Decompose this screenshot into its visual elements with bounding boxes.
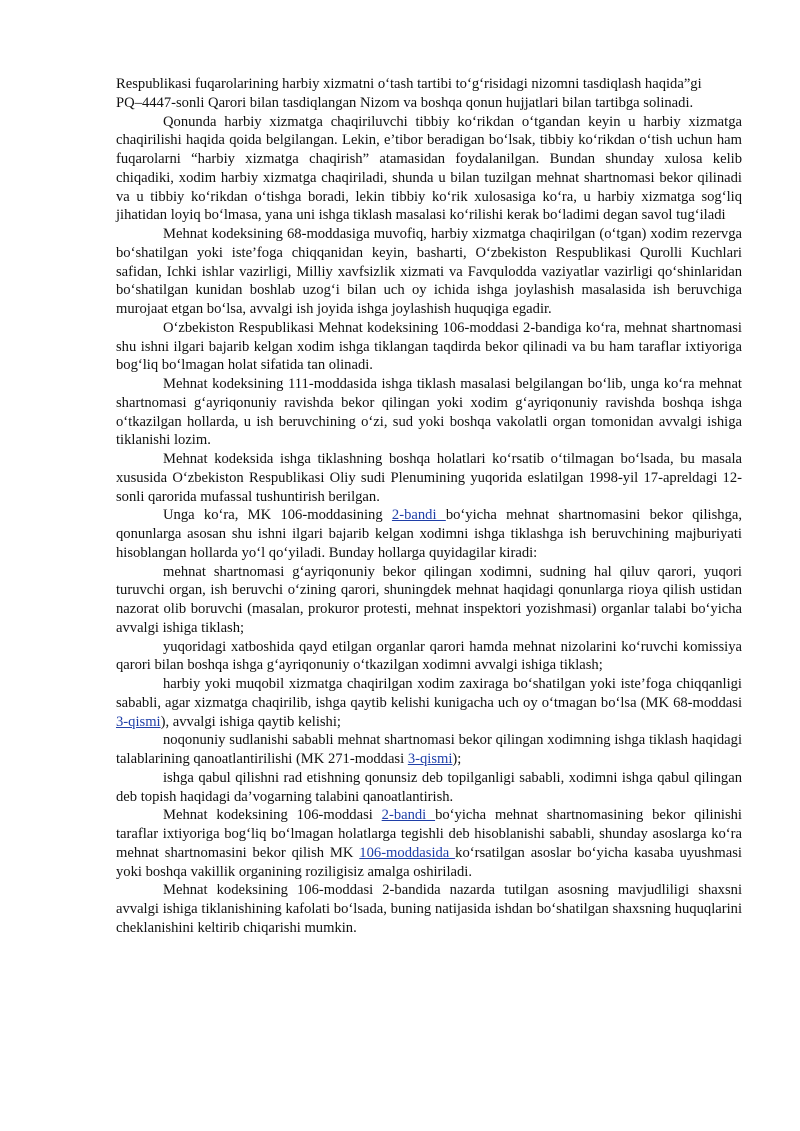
link-2-bandi[interactable]: 2-bandi [381,807,436,824]
text-segment: bo‘yicha mehnat shartnomasini bekor qilishga, qonunlarga asosan shu ishni ilgari bajarib kelgan xodimni ishga tiklashga ish beruvchining majburiyati hisoblangan hollarda yo‘l qo‘yiladi. Bunday hollarga quyidagilar kiradi: [116,507,742,561]
link-2-bandi[interactable]: 2-bandi [391,507,446,524]
link-3-qismi[interactable]: 3-qismi [407,751,453,767]
text-segment: Mehnat kodeksining 106-moddasi 2-bandida nazarda tutilgan asosning mavjudliligi shaxsni avvalgi ishiga tiklanishining kafolati bo‘lsada, buning natijasida ishdan bo‘shatilgan shaxsning huquqlarini cheklanishini keltirib chiqarishi mumkin. [116,882,742,936]
text-segment: Mehnat kodeksida ishga tiklashning boshqa holatlari ko‘rsatib o‘tilmagan bo‘lsada, bu masala xususida O‘zbekiston Respublikasi Oliy sudi Plenumining yuqorida eslatilgan 1998-yil 17-apreldagi 12-sonli qarorida mufassal tushuntirish berilgan. [116,451,742,505]
paragraph-10 [116,638,742,676]
text-segment: PQ–4447-sonli Qarori bilan tasdiqlangan Nizom va boshqa qonun hujjatlari bilan tartibga solinadi. [116,94,694,111]
paragraph-12 [116,731,742,769]
text-segment: O‘zbekiston Respublikasi Mehnat kodeksining 106-moddasi 2-bandiga ko‘ra, mehnat shartnomasi shu ishni ilgari bajarib kelgan xodim ishga tiklangan taqdirda bekor qilinadi va bu ham taraflar ixtiyoriga bog‘liq bo‘lmagan holat sifatida tan olinadi. [116,319,742,374]
text-segment: bo‘yicha mehnat shartnomasining bekor qilinishi taraflar ixtiyoriga bog‘liq bo‘lmagan holatlarga tegishli deb hisoblanishi sababli, shunday asoslarga ko‘ra mehnat shartnomasini bekor qilish MK [116,807,742,861]
paragraph-14 [116,806,742,881]
text-segment: ko‘rsatilgan asoslar bo‘yicha kasaba uyushmasi yoki boshqa vakillik organining roziligisiz amalga oshiriladi. [116,844,742,880]
paragraph-5 [116,319,742,375]
text-segment: harbiy yoki muqobil xizmatga chaqirilgan xodim zaxiraga bo‘shatilgan yoki iste’foga chiqqanligi sababli, agar xizmatga chaqirilib, ishga qaytib kelishi kunigacha uch oy o‘tmagan bo‘lsa (MK 68-moddasi [116,676,742,711]
text-segment: Unga ko‘ra, MK 106-moddasining [163,507,392,524]
document-page [116,75,742,938]
link-106-moddasida[interactable]: 106-moddasida [359,844,456,861]
text-segment: noqonuniy sudlanishi sababli mehnat shartnomasi bekor qilingan xodimning ishga tiklash haqidagi talablarining qanoatlantirilishi (MK 271-moddasi [116,732,742,767]
paragraph-7 [116,450,742,506]
text-segment: ishga qabul qilishni rad etishning qonunsiz deb topilganligi sababli, xodimni ishga qabul qilingan deb topish haqidagi da’vogarning talabini qanoatlantirish. [116,769,742,805]
paragraph-11 [116,675,742,731]
paragraph-1 [116,75,742,94]
text-segment: Mehnat kodeksining 68-moddasiga muvofiq, harbiy xizmatga chaqirilgan (o‘tgan) xodim rezervga bo‘shatilgan yoki iste’foga chiqqanidan keyin, basharti, O‘zbekiston Respublikasi Qurolli Kuchlari safidan, Ichki ishlar vazirligi, Milliy xavfsizlik xizmati va Favqulodda vaziyatlar vazirligi qo‘shinlaridan bo‘shatilgan kunidan boshlab uzog‘i bilan uch oy ichida ishga joylashish masalasida ish beruvchiga murojaat etgan bo‘lsa, avvalgi ish joyida ishga joylashish huquqiga egadir. [116,226,742,317]
paragraph-4 [116,225,742,319]
text-segment: yuqoridagi xatboshida qayd etilgan organlar qarori hamda mehnat nizolarini ko‘ruvchi komissiya qarori bilan boshqa ishga g‘ayriqonuniy o‘tkazilgan xodimni avvalgi ishiga tiklash; [116,638,742,674]
paragraph-9 [116,563,742,638]
text-segment: Mehnat kodeksining 106-moddasi [163,807,382,824]
text-segment: Qonunda harbiy xizmatga chaqiriluvchi tibbiy ko‘rikdan o‘tgandan keyin u harbiy xizmatga chaqirilishi haqida qoida belgilangan. Lekin, e’tibor beradigan bo‘lsak, tibbiy ko‘rikdan o‘tish uchun ham fuqarolarni “harbiy xizmatga chaqirish” atamasidan foydalanilgan. Bundan shunday xulosa kelib chiqadiki, xodim harbiy xizmatga chaqiriladi, shunda u bilan tuzilgan mehnat shartnomasi bekor qilinadi va u tibbiy ko‘rikdan o‘tishga boradi, lekin tibbiy ko‘rik xulosasiga ko‘ra, u harbiy xizmatga sog‘liq jihatidan loyiq bo‘lmasa, yana uni ishga tiklash masalasi ko‘rilishi kerak bo‘ladimi degan savol tug‘iladi [116,113,742,224]
text-segment: mehnat shartnomasi g‘ayriqonuniy bekor qilingan xodimni, sudning hal qiluv qarori, yuqori turuvchi organ, ish beruvchi o‘zining qarori, shuningdek mehnat haqidagi qonunlarga rioya qilish ustidan nazorat olib boruvchi (masalan, prokuror protesti, mehnat inspektori yozishmasi) organlar talabi bo‘yicha avvalgi ishiga tiklash; [116,563,742,636]
text-segment: ), avvalgi ishiga qaytib kelishi; [160,713,341,730]
paragraph-15 [116,881,742,937]
paragraph-2 [116,94,742,113]
paragraph-13 [116,769,742,807]
text-segment: ); [452,751,462,767]
paragraph-6 [116,375,742,450]
paragraph-8 [116,506,742,562]
paragraph-3 [116,113,742,226]
text-segment: Respublikasi fuqarolarining harbiy xizmatni o‘tash tartibi to‘g‘risidagi nizomni tasdiqlash haqida”gi [116,76,702,92]
link-3-qismi[interactable]: 3-qismi [116,713,161,730]
text-segment: Mehnat kodeksining 111-moddasida ishga tiklash masalasi belgilangan bo‘lib, unga ko‘ra mehnat shartnomasi g‘ayriqonuniy ravishda bekor qilingan yoki xodim g‘ayriqonuniy ravishda boshqa ishga o‘tkazilgan hollarda, u ish beruvchining o‘zi, sud yoki boshqa vakolatli organ tomonidan avvalgi ishiga tiklanishi lozim. [116,376,742,449]
